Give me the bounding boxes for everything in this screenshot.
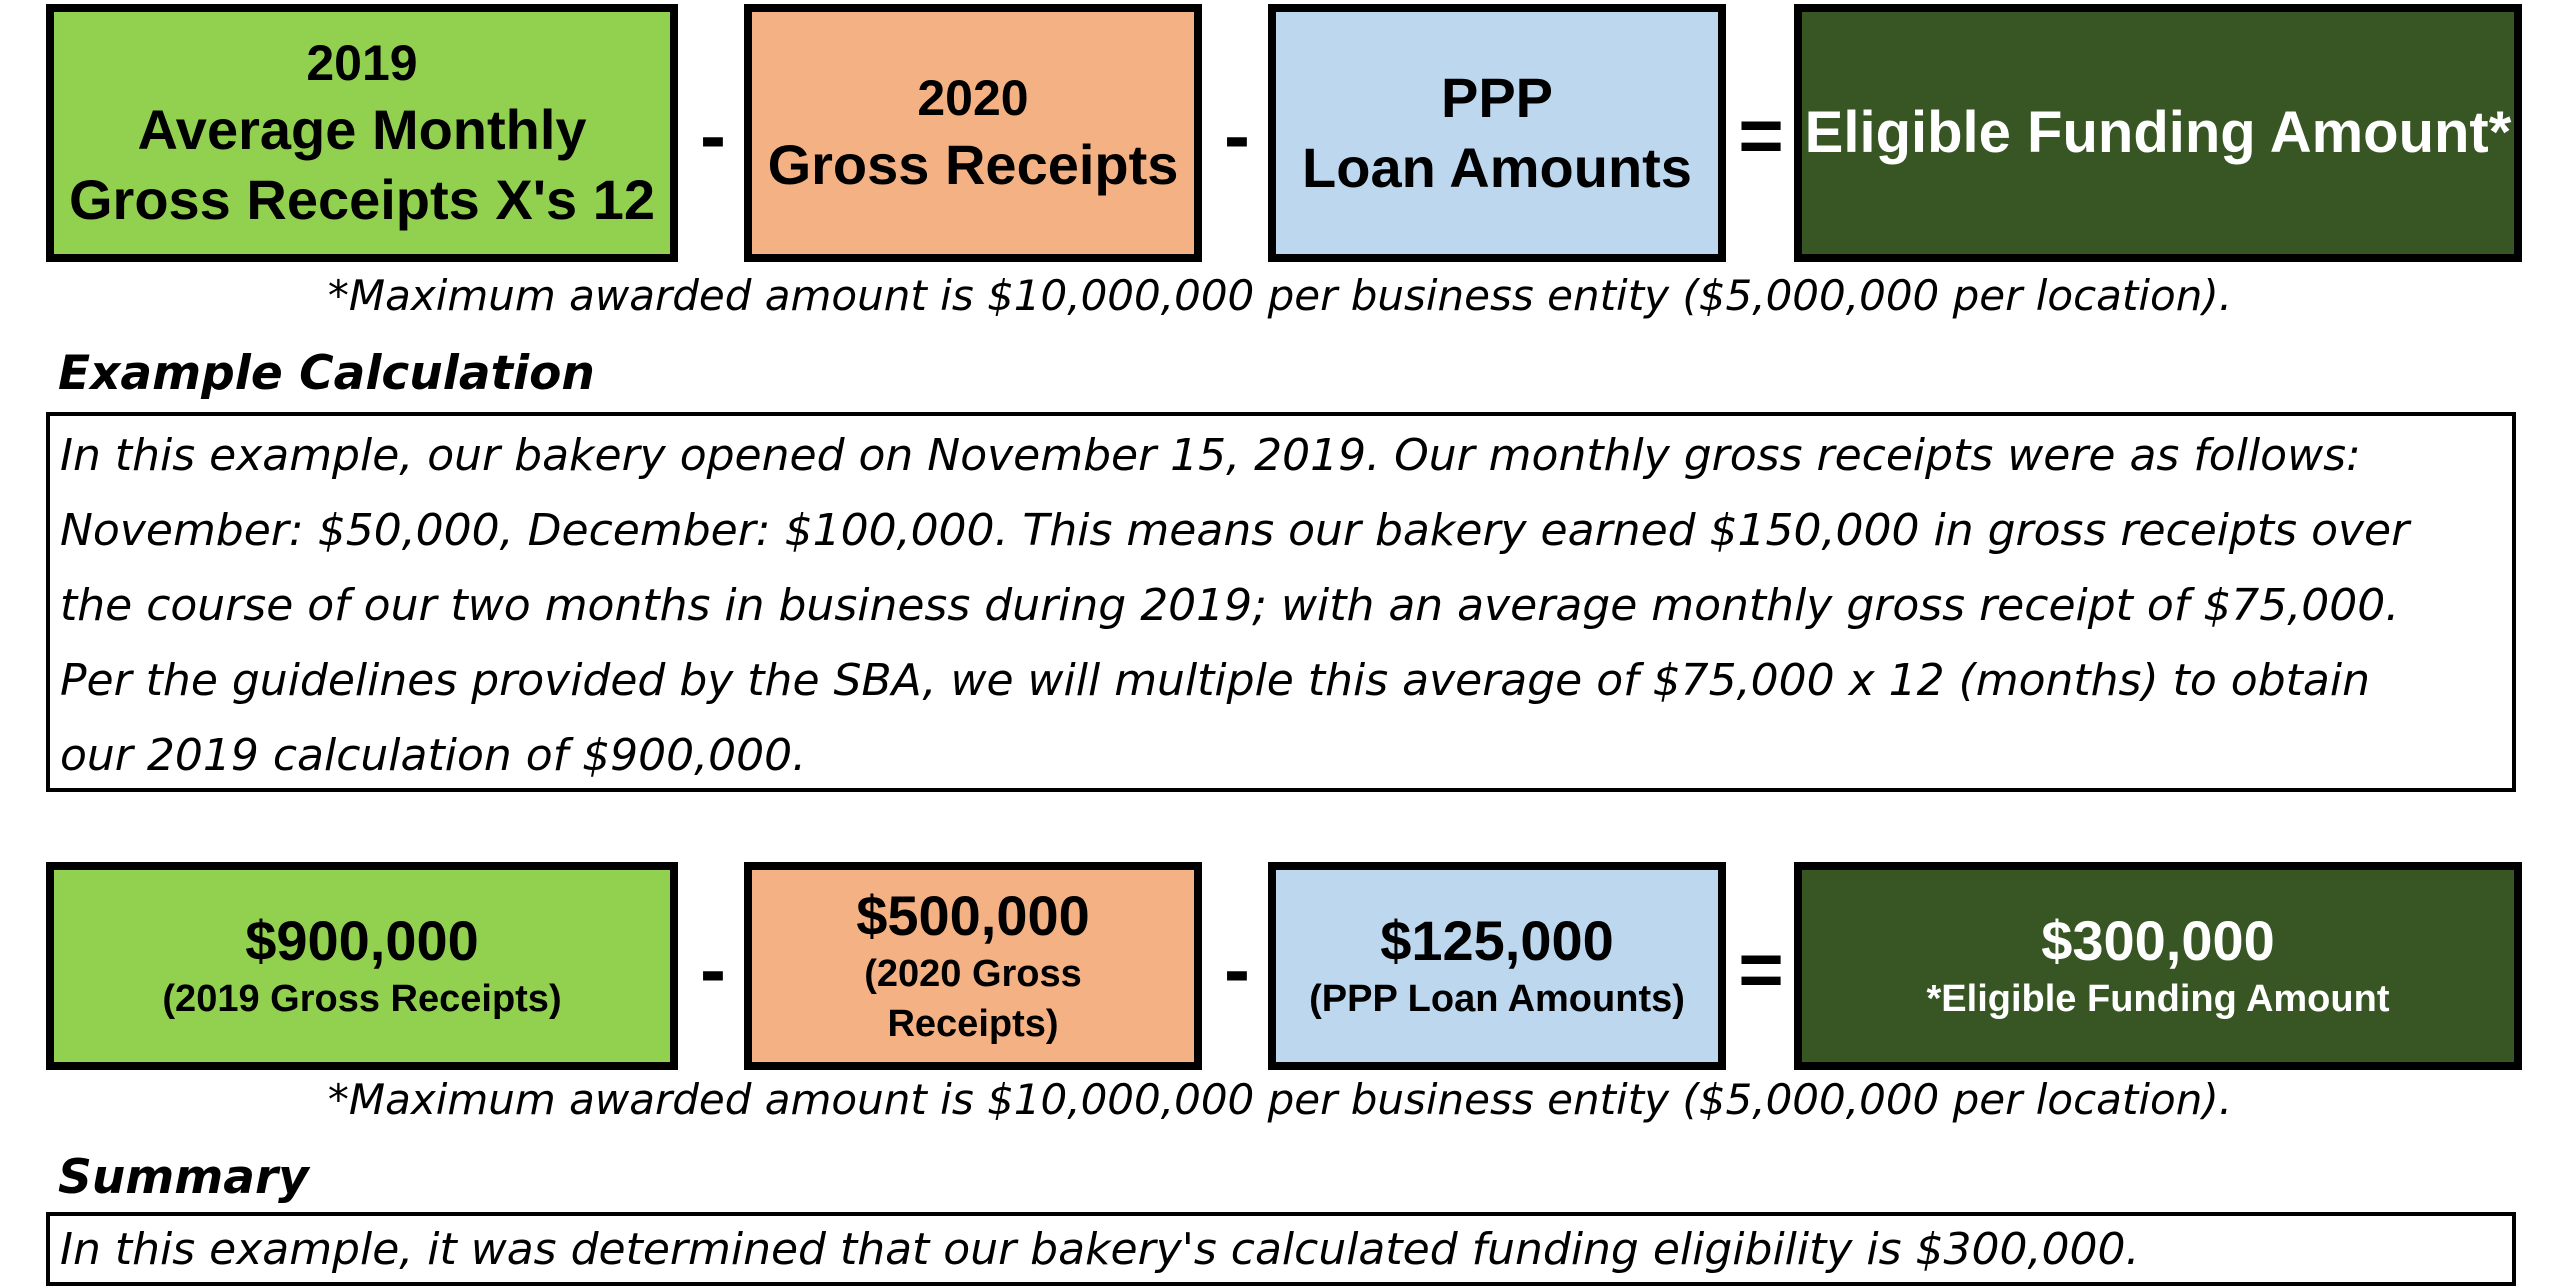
minus-operator: - (700, 925, 726, 1013)
minus-operator: - (1224, 91, 1250, 179)
example-line: Per the guidelines provided by the SBA, we will multiple this average of $75,000 x 12 (months) to obtain (60, 655, 2370, 706)
value-2020-gross: $500,000 (856, 884, 1090, 947)
value-2020-gross-caption-2: Receipts) (887, 1003, 1059, 1045)
formula-box-2019-line3: Gross Receipts X's 12 (68, 168, 656, 231)
formula-box-eligible-funding (1794, 4, 2522, 262)
minus-operator: - (1224, 925, 1250, 1013)
example-calculation-box (46, 412, 2516, 792)
formula-box-ppp-loan (1268, 4, 1726, 262)
equals-operator: = (1738, 91, 1784, 179)
formula-box-ppp-label2: Loan Amounts (1302, 136, 1692, 199)
formula-box-2020-gross (744, 4, 1202, 262)
example-line: In this example, our bakery opened on November 15, 2019. Our monthly gross receipts were as follows: (60, 430, 2361, 481)
value-eligible-funding-caption: *Eligible Funding Amount (1926, 978, 2390, 1020)
formula-box-2019-average (46, 4, 678, 262)
value-2019-gross: $900,000 (245, 909, 479, 972)
formula-box-2019-line2: Average Monthly (137, 98, 587, 161)
equals-operator: = (1738, 925, 1784, 1013)
value-box-ppp-loan (1268, 862, 1726, 1070)
example-calculation-heading: Example Calculation (58, 346, 595, 401)
formula-box-2019-year: 2019 (306, 35, 418, 91)
value-ppp-loan-caption: (PPP Loan Amounts) (1309, 978, 1685, 1020)
value-2019-gross-caption: (2019 Gross Receipts) (162, 978, 562, 1020)
formula-box-eligible-label: Eligible Funding Amount* (1804, 100, 2512, 165)
minus-operator: - (700, 91, 726, 179)
formula-box-2020-year: 2020 (917, 70, 1029, 126)
value-ppp-loan: $125,000 (1380, 909, 1614, 972)
value-2020-gross-caption-1: (2020 Gross (864, 953, 1082, 995)
maximum-award-footnote: *Maximum awarded amount is $10,000,000 per business entity ($5,000,000 per location). (327, 1075, 2233, 1124)
example-line: our 2019 calculation of $900,000. (60, 730, 807, 781)
example-line: November: $50,000, December: $100,000. This means our bakery earned $150,000 in gross receipts over (60, 505, 2410, 556)
formula-box-ppp-label1: PPP (1440, 66, 1554, 129)
maximum-award-footnote: *Maximum awarded amount is $10,000,000 per business entity ($5,000,000 per location). (327, 271, 2233, 320)
summary-box (46, 1212, 2516, 1286)
summary-text: In this example, it was determined that our bakery's calculated funding eligibility is $300,000. (60, 1224, 2140, 1275)
summary-heading: Summary (58, 1150, 309, 1205)
formula-box-2020-label: Gross Receipts (767, 133, 1179, 196)
value-eligible-funding: $300,000 (2041, 909, 2275, 972)
value-box-2020-gross (744, 862, 1202, 1070)
value-box-eligible-funding (1794, 862, 2522, 1070)
example-line: the course of our two months in business during 2019; with an average monthly gross receipt of $75,000. (60, 580, 2400, 631)
value-box-2019-gross (46, 862, 678, 1070)
